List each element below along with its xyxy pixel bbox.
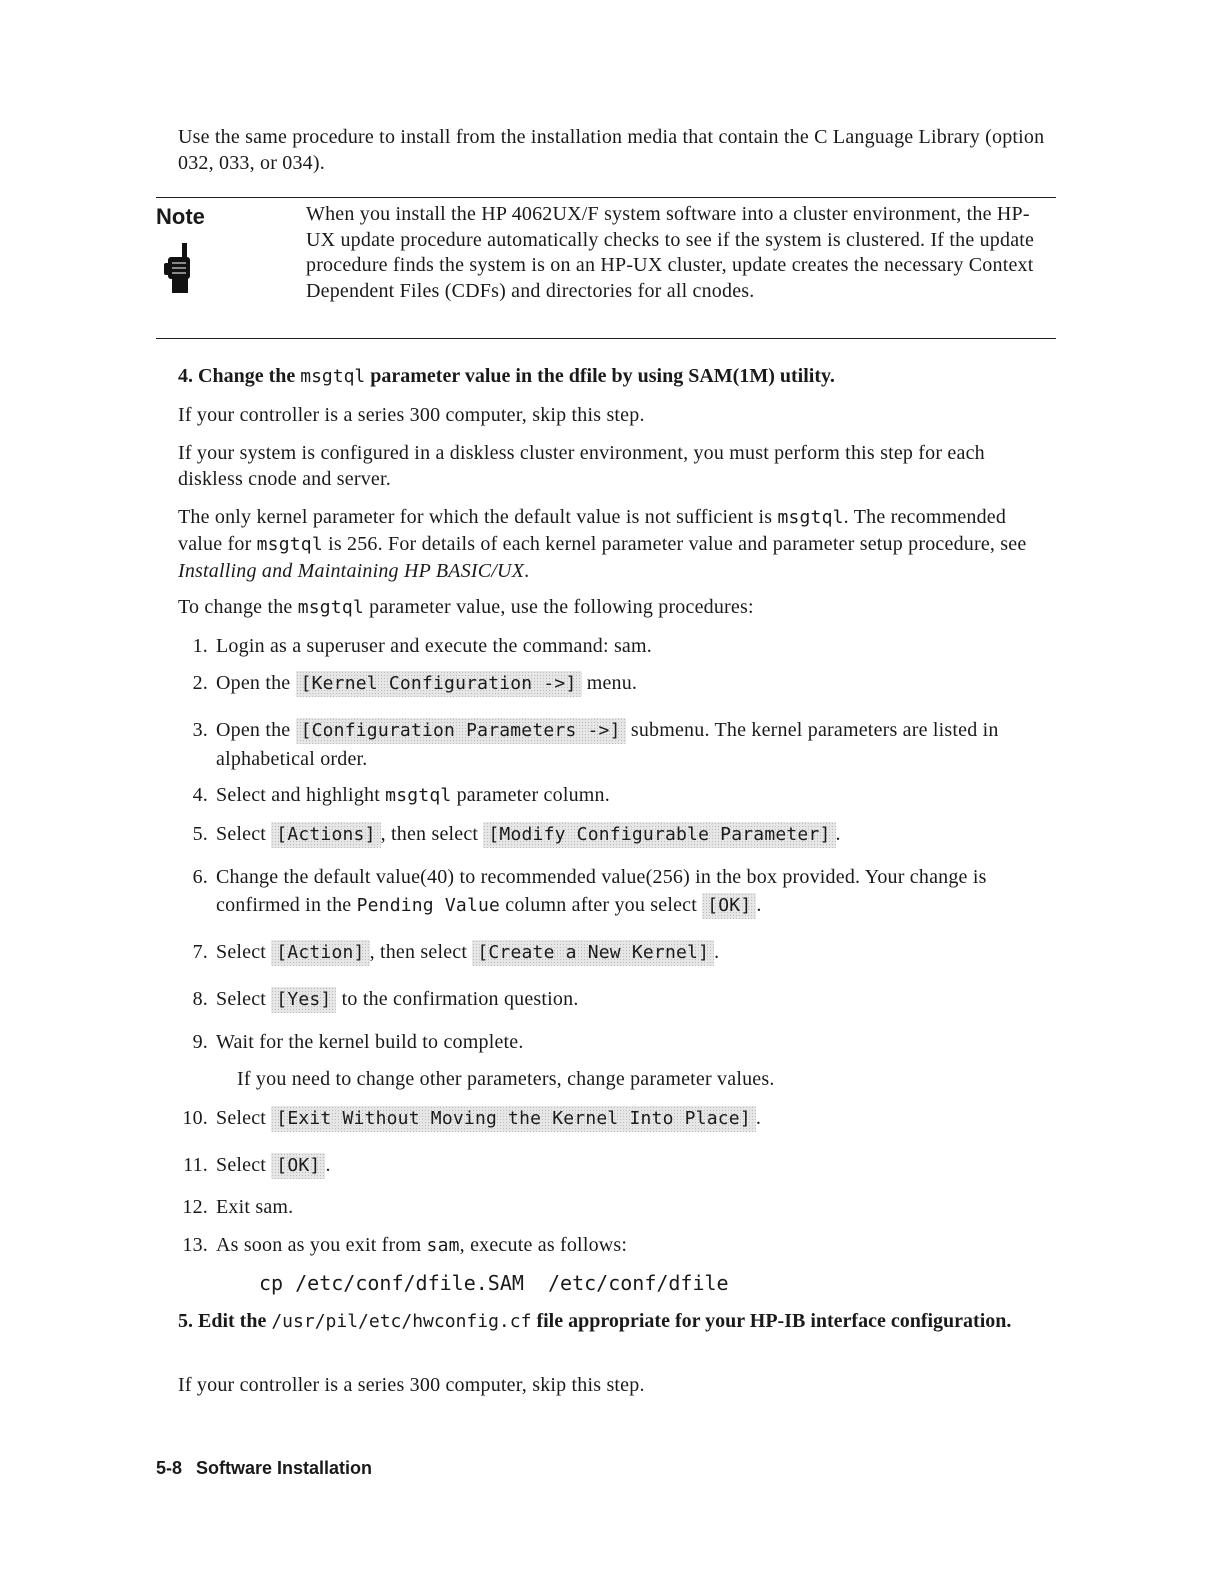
procedure-step-9 bbox=[178, 1028, 1038, 1056]
softkey-action: [Action] bbox=[271, 940, 369, 966]
softkey-modify-configurable-parameter: [Modify Configurable Parameter] bbox=[483, 822, 835, 848]
step-number: 8. bbox=[192, 988, 208, 1010]
step4-para-kernel-param bbox=[178, 504, 1038, 584]
step-number: 9. bbox=[192, 1031, 208, 1053]
step-number: 7. bbox=[192, 941, 208, 963]
step5-heading-pre: 5. Edit the bbox=[178, 1310, 272, 1332]
code: msgtql bbox=[385, 785, 452, 806]
step-number: 1. bbox=[192, 635, 208, 657]
procedure-step-11 bbox=[178, 1151, 1038, 1180]
step5-para-series300: If your controller is a series 300 computer, skip this step. bbox=[178, 1374, 645, 1396]
procedure-step-3 bbox=[178, 716, 1038, 773]
copy-command: cp /etc/conf/dfile.SAM /etc/conf/dfile bbox=[259, 1271, 729, 1295]
procedure-step-10 bbox=[178, 1104, 1038, 1133]
text: . bbox=[835, 823, 841, 845]
section-title: Software Installation bbox=[196, 1458, 373, 1478]
step-number: 13. bbox=[182, 1234, 208, 1256]
text: Select and highlight bbox=[216, 784, 386, 806]
manual-reference: Installing and Maintaining HP BASIC/UX bbox=[178, 560, 525, 582]
step-number: 4. bbox=[192, 784, 208, 806]
note-top-rule bbox=[156, 197, 1056, 198]
code: msgtql bbox=[777, 507, 844, 528]
text: is 256. For details of each kernel parameter value and parameter setup procedure, see bbox=[322, 533, 1027, 555]
text: The only kernel parameter for which the default value is not sufficient is bbox=[178, 506, 778, 528]
step-number: 3. bbox=[192, 719, 208, 741]
softkey-ok: [OK] bbox=[271, 1153, 325, 1179]
text: . bbox=[755, 1107, 762, 1129]
code: msgtql bbox=[297, 597, 364, 618]
step-text bbox=[216, 781, 1038, 810]
softkey-actions: [Actions] bbox=[271, 822, 380, 848]
softkey-ok: [OK] bbox=[702, 893, 756, 919]
step-text bbox=[216, 820, 1038, 849]
code: Pending Value bbox=[356, 895, 501, 916]
step5-heading-post: file appropriate for your HP-IB interface configuration. bbox=[531, 1310, 1012, 1332]
step-text bbox=[216, 716, 1038, 773]
text: As soon as you exit from bbox=[216, 1234, 427, 1256]
procedure-step-4 bbox=[178, 781, 1038, 810]
step-text bbox=[216, 985, 1038, 1014]
step-text bbox=[216, 1151, 1038, 1180]
procedure-step-5 bbox=[178, 820, 1038, 849]
text: . bbox=[325, 1154, 331, 1176]
procedure-step-13 bbox=[178, 1231, 1038, 1260]
text: Open the bbox=[216, 719, 296, 741]
step4-heading-post: parameter value in the dfile by using SAM(1M) utility. bbox=[365, 365, 835, 387]
page-footer bbox=[156, 1458, 372, 1479]
text: Change the default value(40) to recommended value(256) in the box provided. Your change is confirmed in the bbox=[216, 866, 987, 916]
code: sam bbox=[426, 1235, 460, 1256]
step4-heading bbox=[178, 363, 1058, 390]
softkey-kernel-configuration: [Kernel Configuration ->] bbox=[296, 671, 582, 697]
text: submenu. The kernel parameters are listed in alphabetical order. bbox=[216, 719, 999, 770]
text: . bbox=[714, 941, 720, 963]
step-text bbox=[216, 1104, 1038, 1133]
step5-heading bbox=[178, 1308, 1058, 1335]
step-text bbox=[216, 669, 1038, 698]
procedure-step-12 bbox=[178, 1193, 1038, 1221]
procedure-step-6 bbox=[178, 863, 1038, 920]
intro-paragraph: Use the same procedure to install from the installation media that contain the C Language Library (option 032, 033, or 034). bbox=[178, 126, 1045, 174]
text: , then select bbox=[380, 823, 484, 845]
step-text: Exit sam. bbox=[216, 1196, 294, 1218]
step-text bbox=[216, 863, 1038, 920]
step5-heading-code: /usr/pil/etc/hwconfig.cf bbox=[271, 1311, 532, 1332]
text: Select bbox=[216, 1154, 272, 1176]
text: Select bbox=[216, 823, 272, 845]
text: to the confirmation question. bbox=[336, 988, 579, 1010]
code: msgtql bbox=[256, 534, 323, 555]
step-text: Login as a superuser and execute the command: sam. bbox=[216, 635, 652, 657]
step4-heading-code: msgtql bbox=[300, 366, 366, 387]
step-number: 12. bbox=[182, 1196, 208, 1218]
step4-heading-pre: 4. Change the bbox=[178, 365, 301, 387]
procedure-step-9-note: If you need to change other parameters, change parameter values. bbox=[237, 1068, 775, 1090]
procedure-step-8 bbox=[178, 985, 1038, 1014]
text: column after you select bbox=[500, 894, 703, 916]
step-number: 10. bbox=[182, 1107, 208, 1129]
text: Open the bbox=[216, 672, 296, 694]
text: . The recommended value for bbox=[178, 506, 1007, 555]
text: Select bbox=[216, 1107, 272, 1129]
procedure-step-1 bbox=[178, 632, 1038, 660]
step4-para-diskless: If your system is configured in a diskless cluster environment, you must perform this step for each diskless cnode and server. bbox=[178, 442, 985, 490]
note-label: Note bbox=[156, 204, 205, 229]
step4-para-series300: If your controller is a series 300 computer, skip this step. bbox=[178, 404, 645, 426]
page-number: 5-8 bbox=[156, 1458, 183, 1478]
step-number: 11. bbox=[183, 1154, 208, 1176]
text: parameter value, use the following procedures: bbox=[363, 596, 754, 618]
text: , then select bbox=[369, 941, 473, 963]
step-text bbox=[216, 938, 1038, 967]
step-text bbox=[216, 1231, 1038, 1260]
softkey-yes: [Yes] bbox=[271, 987, 336, 1013]
note-bottom-rule bbox=[156, 338, 1056, 339]
softkey-configuration-parameters: [Configuration Parameters ->] bbox=[296, 718, 626, 744]
step-text: Wait for the kernel build to complete. bbox=[216, 1031, 524, 1053]
text: Select bbox=[216, 941, 272, 963]
text: . bbox=[524, 560, 530, 582]
softkey-exit-without-moving-kernel: [Exit Without Moving the Kernel Into Place] bbox=[271, 1106, 756, 1132]
note-text: When you install the HP 4062UX/F system software into a cluster environment, the HP-UX update procedure automatically checks to see if the system is clustered. If the update procedure finds the system is on an HP-UX cluster, update creates the necessary Context Dependent Files (CDFs) and directories for all cnodes. bbox=[306, 203, 1035, 302]
text: , execute as follows: bbox=[459, 1234, 628, 1256]
pointing-hand-icon bbox=[162, 243, 196, 295]
step-number: 5. bbox=[192, 823, 208, 845]
procedure-step-7 bbox=[178, 938, 1038, 967]
step4-para-procedure bbox=[178, 594, 1038, 621]
procedure-step-2 bbox=[178, 669, 1038, 698]
text: To change the bbox=[178, 596, 298, 618]
text: . bbox=[756, 894, 762, 916]
text: Select bbox=[216, 988, 272, 1010]
text: menu. bbox=[581, 672, 638, 694]
text: parameter column. bbox=[451, 784, 610, 806]
step-number: 2. bbox=[192, 672, 208, 694]
softkey-create-new-kernel: [Create a New Kernel] bbox=[472, 940, 714, 966]
step-number: 6. bbox=[192, 866, 208, 888]
